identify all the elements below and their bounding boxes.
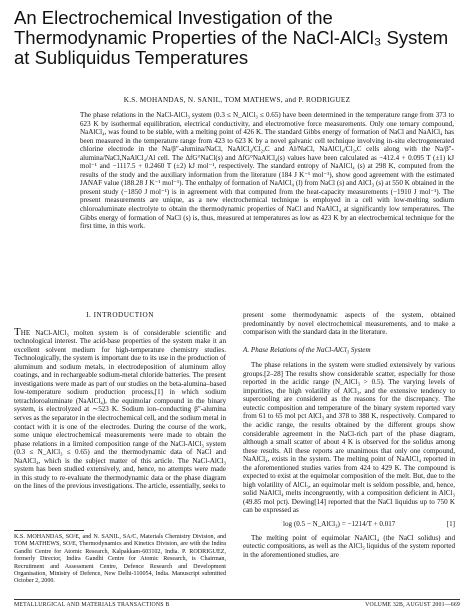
equation-text: log (0.5 − N_AlCl₃) = −1214/T + 0.017 <box>283 520 396 529</box>
right-paragraph-continued: present some thermodynamic aspects of the system, obtained predominantly by novel electrochemical measurements, and to make a comparison with the standard data in the literature. <box>243 311 455 337</box>
equation-1 <box>243 520 455 529</box>
author-affiliation-footnote: K.S. MOHANDAS, SO/E, and N. SANIL, SA/C, Materials Chemistry Division, and TOM MATHEWS, SO/E, Thermodynamics and Kinetics Division, are with the Indira Gandhi Centre for Atomic Research, Kalpakkam-603102, India. P. RODRIGUEZ, formerly Director, Indira Gandhi Centre for Atomic Research, is Chairman, Recruitment and Assessment Centre, Defence Research and Development Organisation, Ministry of Defence, New Delhi-110054, India. Manuscript submitted October 2, 2000. <box>14 534 226 585</box>
left-column <box>14 311 226 491</box>
intro-paragraph-text: HE NaCl-AlCl₃ molten system is of considerable scientific and technological interest. The acid-base properties of the system make it an excellent solvent medium for high-temperature chemistry studies. Technologically, the system is important due to its use in the production of aluminum and sodium metals, in electrodeposition of aluminum alloy coatings, and in rechargeable sodium-metal chloride batteries. The present investigations were made as part of our studies on the beta-alumina–based low-temperature sodium production process,[1] in which sodium tetrachloroaluminate (NaAlCl₄), the equimolar compound in the binary system, is electrolyzed at ∼523 K. Sodium ion–conducting β″-alumina serves as the separator in the electrochemical cell, and the sodium metal in contact with it is one of the electrodes. During the course of the work, some unique electrochemical measurements were made to obtain the phase relations in a limited composition range of the NaCl-AlCl₃ system (0.3 ≤ N_AlCl₃ ≤ 0.65) and the thermodynamic data of NaCl and NaAlCl₄, which is the subject matter of this article. The NaCl-AlCl₃ system has been studied extensively, and, hence, no attempts were made in this study to re-evaluate the thermodynamic data or the phase diagram on the lines of the previous investigations. The article, essentially, seeks to <box>14 328 226 491</box>
footer-divider <box>14 599 460 600</box>
footnote-divider <box>14 530 84 531</box>
right-column <box>243 311 455 559</box>
drop-cap: T <box>14 325 21 338</box>
journal-name-footer: METALLURGICAL AND MATERIALS TRANSACTIONS B <box>14 602 170 608</box>
intro-paragraph <box>14 325 226 491</box>
abstract: The phase relations in the NaCl-AlCl₃ system (0.3 ≤ N_AlCl₃ ≤ 0.65) have been determined in the temperature range from 373 to 623 K by isothermal equilibration, electrical conductivity, and electromotive force measurements. Only one ternary compound, NaAlCl₄, was found to be stable, with a melting point of 426 K. The standard Gibbs energy of formation of NaCl and NaAlCl₄ has been measured in the temperature range from 423 to 623 K by a novel galvanic cell technique involving in-situ electrogenerated chlorine electrode in the Na/β″-alumina/NaCl, NaAlCl₄/Cl₂,C and Al/NaCl, NaAlCl₄/Cl₂,C cells along with the Na/β″-alumina/NaCl,NaAlCl₄/Al cell. The ΔfG°NaCl(s) and ΔfG°NaAlCl₄(s) values have been calculated as −412.4 + 0.095 T (±1) kJ mol⁻¹ and −1117.5 + 0.2460 T (±2) kJ mol⁻¹, respectively. The standard entropy of NaAlCl₄ (s) at 298 K, computed from the results of the study and the auxiliary information from the literature (184 J K⁻¹ mol⁻¹), show good agreement with the estimated JANAF value (188.28 J K⁻¹ mol⁻¹). The enthalpy of formation of NaAlCl₄ (l) from NaCl (s) and AlCl₃ (s) at 550 K obtained in the present study (−1850 J mol⁻¹) is in agreement with that computed from the heat-capacity measurements (−1910 J mol⁻¹). The present measurements are unique, as a new electrochemical technique is employed in a cell with low-melting sodium chloroaluminate electrolyte to obtain the thermodynamic properties of NaCl and NaAlCl₄ at significantly low temperatures. The Gibbs energy of formation of NaCl (s) is, thus, measured at temperatures as low as 423 K by an electrochemical technique for the first time, in this work. <box>80 111 454 231</box>
subsection-heading-phase-relations: A. Phase Relations of the NaCl-AlCl₃ System <box>243 345 371 354</box>
phase-relations-paragraph: The phase relations in the system were studied extensively by various groups.[2–28] The results show considerable scatter, especially for those reported in the acidic range (N_AlCl₃ > 0.5). The varying levels of impurities, the high volatility of AlCl₃, and the extensive tendency to supercooling are considered as the reasons for the discrepancy. The eutectic composition and temperature of the binary system reported vary from 61 to 65 mol pct AlCl₃ and 378 to 388 K, respectively. Compared to the acidic range, the results obtained by the different groups show considerable agreement in the NaCl-rich part of the phase diagram, although a small scatter of about 4 K is observed for the solidus among these results. All these reports are unanimous that only one compound, NaAlCl₄, exists in the system. The melting point of NaAlCl₄ reported in the aforementioned studies varies from 424 to 429 K. The compound is expected to exist at the equimolar composition of the melt. But, due to the high volatility of AlCl₃, an equimolar melt is seldom possible, and, hence, solid NaAlCl₄ melts incongruently, with a composition deficient in AlCl₃ (49.85 mol pct). Dewing[14] reported that the NaCl liquidus up to 750 K can be expressed as <box>243 361 455 515</box>
paper-title: An Electrochemical Investigation of the Thermodynamic Properties of the NaCl-AlCl₃ System at Subliquidus Temperatures <box>14 7 449 68</box>
section-heading-introduction: I. INTRODUCTION <box>86 311 154 319</box>
volume-page-footer: VOLUME 32B, AUGUST 2001—669 <box>365 602 460 608</box>
melting-point-paragraph: The melting point of equimolar NaAlCl₄ (the NaCl solidus) and eutectic compositions, as well as the AlCl₃ liquidus of the system reported in the aforementioned studies, are <box>243 533 455 559</box>
author-list: K.S. MOHANDAS, N. SANIL, TOM MATHEWS, and P. RODRIGUEZ <box>123 96 351 104</box>
equation-number: [1] <box>446 520 455 529</box>
